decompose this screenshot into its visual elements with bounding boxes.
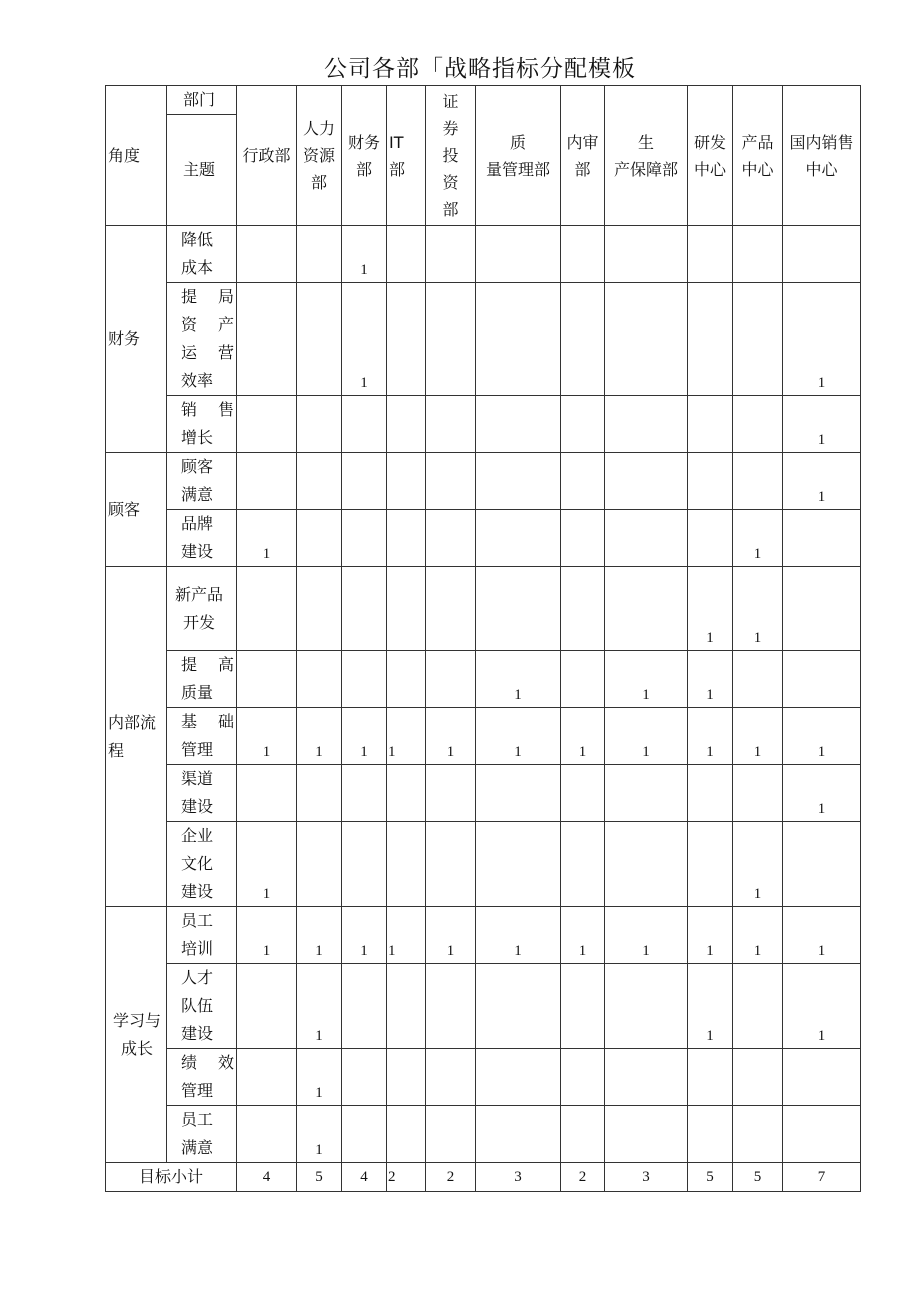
topic-cell: 企业 文化 建设 [167, 822, 237, 907]
value-cell [237, 226, 297, 283]
value-cell [605, 567, 688, 651]
value-cell: 1 [688, 907, 733, 964]
value-cell [783, 822, 861, 907]
value-cell: 1 [783, 765, 861, 822]
value-cell [342, 765, 387, 822]
table-row [106, 651, 861, 708]
value-cell [237, 567, 297, 651]
dept-header [297, 86, 342, 226]
value-cell [733, 283, 783, 396]
angle-cell: 顾客 [106, 453, 167, 567]
value-cell: 1 [476, 708, 561, 765]
value-cell: 1 [297, 1049, 342, 1106]
angle-cell: 学习与 成长 [106, 907, 167, 1163]
value-cell: 1 [342, 226, 387, 283]
dept-name: 行政部 [242, 146, 291, 165]
value-cell: 1 [605, 651, 688, 708]
value-cell [561, 226, 605, 283]
value-cell: 1 [342, 907, 387, 964]
value-cell [297, 651, 342, 708]
value-cell: 1 [605, 708, 688, 765]
total-value: 2 [426, 1163, 476, 1192]
value-cell: 1 [733, 822, 783, 907]
value-cell [688, 765, 733, 822]
value-cell [297, 510, 342, 567]
value-cell: 1 [342, 708, 387, 765]
value-cell [297, 453, 342, 510]
value-cell [476, 567, 561, 651]
value-cell [426, 510, 476, 567]
value-cell [387, 226, 426, 283]
value-cell [733, 964, 783, 1049]
dept-name: 生 产保障部 [613, 132, 678, 179]
dept-name: 国内销售 中心 [789, 132, 854, 179]
angle-header: 角度 [106, 86, 167, 226]
value-cell [237, 396, 297, 453]
topic-cell: 销售 增长 [167, 396, 237, 453]
value-cell [733, 396, 783, 453]
value-cell [297, 283, 342, 396]
dept-header [605, 86, 688, 226]
dept-name: 证 券 投 资 部 [442, 92, 459, 219]
value-cell: 1 [783, 708, 861, 765]
dept-name: 财务 部 [347, 132, 380, 179]
topic-cell: 员工 培训 [167, 907, 237, 964]
total-value: 5 [297, 1163, 342, 1192]
topic-cell: 渠道 建设 [167, 765, 237, 822]
value-cell [733, 1049, 783, 1106]
value-cell [605, 396, 688, 453]
value-cell [783, 567, 861, 651]
value-cell [476, 226, 561, 283]
value-cell [605, 964, 688, 1049]
value-cell [561, 1106, 605, 1163]
value-cell [342, 1106, 387, 1163]
total-value: 4 [237, 1163, 297, 1192]
value-cell [605, 510, 688, 567]
value-cell [237, 765, 297, 822]
dept-name: 质 量管理部 [485, 132, 550, 179]
value-cell: 1 [733, 907, 783, 964]
value-cell: 1 [426, 708, 476, 765]
value-cell [476, 964, 561, 1049]
value-cell: 1 [297, 708, 342, 765]
topic-cell: 品牌 建设 [167, 510, 237, 567]
value-cell [688, 453, 733, 510]
value-cell: 1 [688, 651, 733, 708]
value-cell [237, 453, 297, 510]
table-row [106, 510, 861, 567]
table-row [106, 1106, 861, 1163]
value-cell [387, 765, 426, 822]
value-cell [561, 651, 605, 708]
table-row [106, 964, 861, 1049]
value-cell [237, 964, 297, 1049]
value-cell [342, 453, 387, 510]
value-cell: 1 [688, 567, 733, 651]
dept-name: IT 部 [389, 132, 406, 179]
value-cell [387, 567, 426, 651]
value-cell [605, 1106, 688, 1163]
value-cell [783, 510, 861, 567]
value-cell: 1 [688, 964, 733, 1049]
value-cell [688, 822, 733, 907]
table-row [106, 283, 861, 396]
table-row [106, 822, 861, 907]
value-cell [426, 1049, 476, 1106]
table-row [106, 396, 861, 453]
dept-label: 部门 [167, 86, 237, 115]
topic-cell: 提局 资产 运营 效率 [167, 283, 237, 396]
value-cell [733, 651, 783, 708]
topic-cell: 降低 成本 [167, 226, 237, 283]
total-value: 2 [387, 1163, 426, 1192]
table-row [106, 765, 861, 822]
value-cell: 1 [783, 907, 861, 964]
value-cell [237, 283, 297, 396]
total-value: 5 [733, 1163, 783, 1192]
value-cell [342, 1049, 387, 1106]
value-cell: 1 [561, 907, 605, 964]
value-cell [688, 510, 733, 567]
total-value: 3 [476, 1163, 561, 1192]
value-cell [783, 1049, 861, 1106]
value-cell: 1 [476, 651, 561, 708]
value-cell [688, 283, 733, 396]
total-value: 5 [688, 1163, 733, 1192]
value-cell [476, 765, 561, 822]
value-cell [426, 567, 476, 651]
value-cell: 1 [426, 907, 476, 964]
value-cell [476, 1049, 561, 1106]
value-cell [387, 1049, 426, 1106]
value-cell [783, 1106, 861, 1163]
value-cell [476, 510, 561, 567]
value-cell [733, 765, 783, 822]
value-cell [342, 822, 387, 907]
value-cell [426, 765, 476, 822]
value-cell [237, 1049, 297, 1106]
value-cell: 1 [297, 907, 342, 964]
value-cell [688, 226, 733, 283]
value-cell: 1 [783, 453, 861, 510]
totals-label: 目标小计 [106, 1163, 237, 1192]
value-cell: 1 [237, 907, 297, 964]
value-cell: 1 [297, 964, 342, 1049]
value-cell: 1 [783, 283, 861, 396]
dept-name: 人力 资源 部 [302, 119, 335, 192]
value-cell [426, 396, 476, 453]
value-cell [387, 283, 426, 396]
dept-header [476, 86, 561, 226]
value-cell [426, 964, 476, 1049]
value-cell: 1 [476, 907, 561, 964]
value-cell: 1 [733, 567, 783, 651]
topic-label: 主题 [167, 115, 237, 226]
dept-name: 研发 中心 [693, 132, 726, 179]
value-cell [297, 567, 342, 651]
value-cell: 1 [387, 708, 426, 765]
value-cell [561, 822, 605, 907]
value-cell [387, 510, 426, 567]
value-cell [688, 1049, 733, 1106]
value-cell [561, 283, 605, 396]
value-cell: 1 [237, 822, 297, 907]
dept-header [688, 86, 733, 226]
topic-cell: 员工 满意 [167, 1106, 237, 1163]
value-cell: 1 [733, 708, 783, 765]
value-cell [426, 1106, 476, 1163]
value-cell [426, 651, 476, 708]
value-cell [297, 765, 342, 822]
value-cell [387, 651, 426, 708]
value-cell [561, 510, 605, 567]
value-cell [342, 964, 387, 1049]
total-value: 2 [561, 1163, 605, 1192]
value-cell [387, 822, 426, 907]
dept-header [387, 86, 426, 226]
value-cell: 1 [688, 708, 733, 765]
value-cell [561, 453, 605, 510]
angle-cell: 内部流 程 [106, 567, 167, 907]
value-cell: 1 [297, 1106, 342, 1163]
value-cell [342, 396, 387, 453]
dept-header [561, 86, 605, 226]
value-cell [605, 283, 688, 396]
total-value: 3 [605, 1163, 688, 1192]
table-row [106, 567, 861, 651]
topic-cell: 绩效 管理 [167, 1049, 237, 1106]
dept-header [237, 86, 297, 226]
value-cell [605, 226, 688, 283]
table-row [106, 1049, 861, 1106]
value-cell [561, 964, 605, 1049]
value-cell [561, 765, 605, 822]
total-value: 7 [783, 1163, 861, 1192]
value-cell [561, 567, 605, 651]
header-row [106, 86, 861, 115]
value-cell [605, 453, 688, 510]
dept-header [342, 86, 387, 226]
value-cell: 1 [342, 283, 387, 396]
dept-header [733, 86, 783, 226]
totals-row [106, 1163, 861, 1192]
total-value: 4 [342, 1163, 387, 1192]
value-cell [342, 510, 387, 567]
value-cell [688, 1106, 733, 1163]
topic-cell: 人才 队伍 建设 [167, 964, 237, 1049]
value-cell [426, 453, 476, 510]
value-cell [605, 765, 688, 822]
table-row [106, 453, 861, 510]
value-cell [605, 1049, 688, 1106]
page-title: 公司各部「战略指标分配模板 [324, 56, 636, 82]
value-cell [387, 1106, 426, 1163]
value-cell [387, 396, 426, 453]
value-cell [476, 453, 561, 510]
value-cell [297, 226, 342, 283]
value-cell [297, 396, 342, 453]
value-cell [237, 651, 297, 708]
value-cell [476, 283, 561, 396]
value-cell [561, 396, 605, 453]
topic-cell: 提高 质量 [167, 651, 237, 708]
value-cell: 1 [783, 964, 861, 1049]
value-cell [733, 226, 783, 283]
topic-cell: 基础 管理 [167, 708, 237, 765]
table-row [106, 226, 861, 283]
value-cell [783, 226, 861, 283]
value-cell: 1 [561, 708, 605, 765]
dept-header [783, 86, 861, 226]
value-cell [387, 453, 426, 510]
value-cell [342, 567, 387, 651]
value-cell [688, 396, 733, 453]
value-cell [426, 822, 476, 907]
value-cell [297, 822, 342, 907]
value-cell [561, 1049, 605, 1106]
strategy-allocation-table [105, 85, 861, 1192]
topic-cell: 新产品 开发 [167, 567, 237, 651]
value-cell [476, 1106, 561, 1163]
dept-name: 内审 部 [566, 132, 599, 179]
value-cell [476, 822, 561, 907]
value-cell [237, 1106, 297, 1163]
value-cell [733, 453, 783, 510]
value-cell [605, 822, 688, 907]
table-row [106, 708, 861, 765]
value-cell [476, 396, 561, 453]
value-cell: 1 [237, 510, 297, 567]
value-cell: 1 [733, 510, 783, 567]
value-cell [783, 651, 861, 708]
value-cell [342, 651, 387, 708]
table-row [106, 907, 861, 964]
angle-cell: 财务 [106, 226, 167, 453]
value-cell: 1 [237, 708, 297, 765]
value-cell: 1 [387, 907, 426, 964]
value-cell [426, 226, 476, 283]
topic-cell: 顾客 满意 [167, 453, 237, 510]
dept-header [426, 86, 476, 226]
dept-name: 产品 中心 [741, 132, 774, 179]
value-cell: 1 [605, 907, 688, 964]
value-cell [733, 1106, 783, 1163]
value-cell [387, 964, 426, 1049]
value-cell [426, 283, 476, 396]
value-cell: 1 [783, 396, 861, 453]
